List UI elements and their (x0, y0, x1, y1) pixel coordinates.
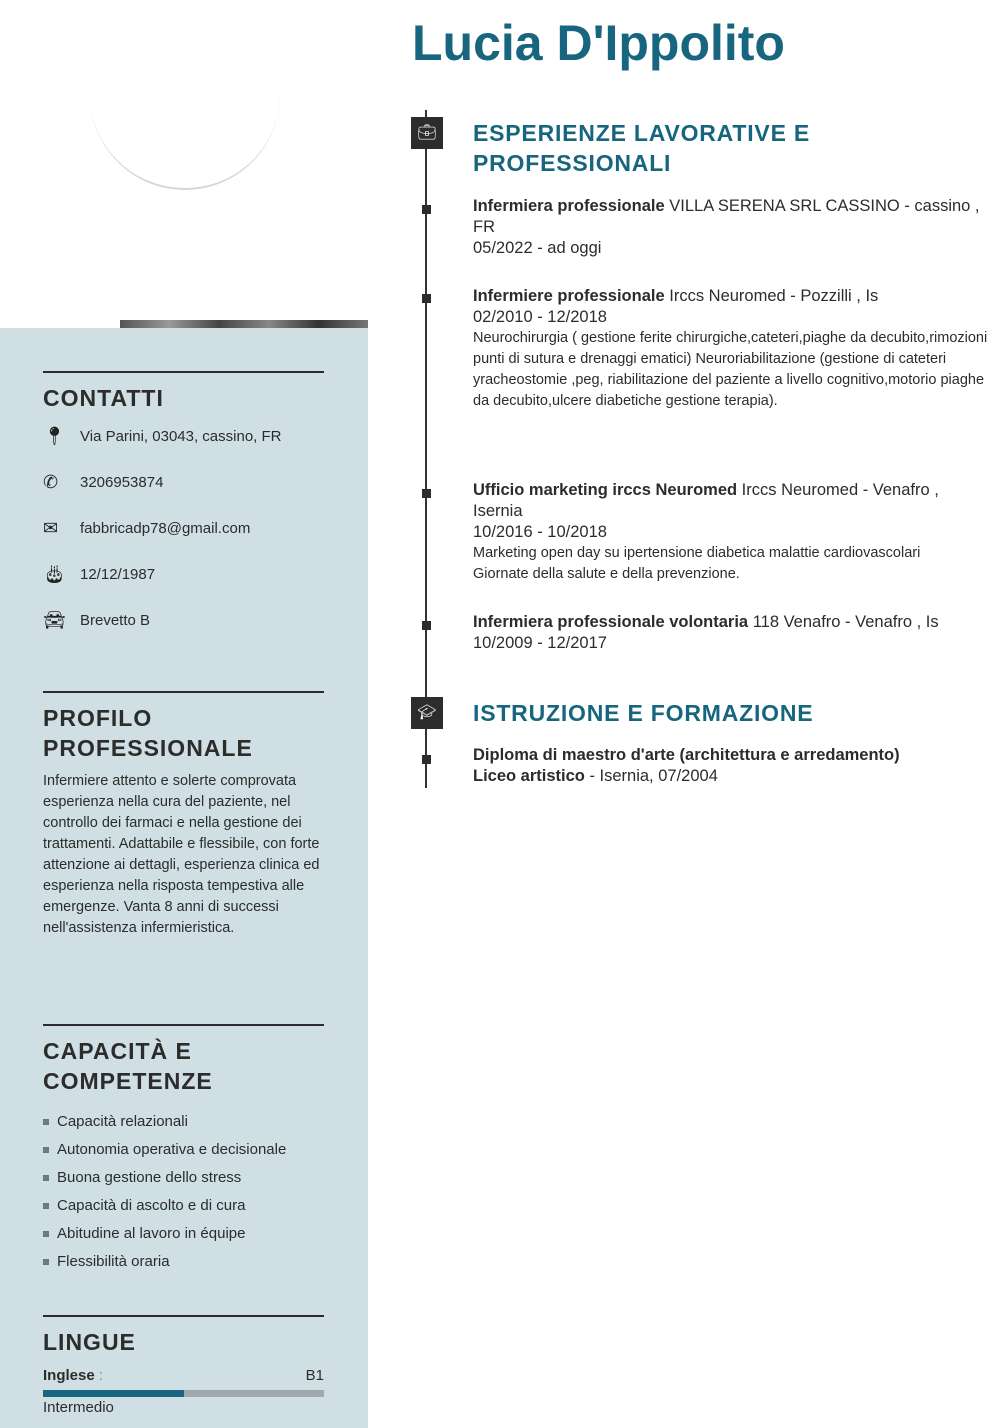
job-entry (473, 480, 963, 585)
language-level: B1 (305, 1367, 324, 1384)
skills-section (43, 1024, 324, 1276)
job-description: Marketing open day su ipertensione diabetica malattie cardiovascolari Giornate della salute e della prevenzione. (473, 545, 921, 582)
job-org: Irccs Neuromed - Venafro , Isernia (473, 481, 939, 520)
location-pin-icon: 📍︎ (43, 425, 66, 446)
job-entry (473, 286, 991, 412)
education-school: Liceo artistico (473, 767, 585, 785)
contact-address (43, 413, 324, 459)
contact-text: Via Parini, 03043, cassino, FR (80, 427, 282, 445)
contact-license (43, 597, 324, 643)
job-role: Infermiera professionale (473, 197, 665, 215)
timeline-dot (422, 621, 431, 630)
envelope-icon: ✉ (43, 517, 59, 538)
profile-text: Infermiere attento e solerte comprovata esperienza nella cura del paziente, nel controllo dei farmaci e nella gestione dei trattamenti. Adattabile e flessibile, con forte attenzione ai dettagli, esperienza clinica ed esperienza nella risposta tempestiva alle emergenze. Vanta 8 anni di successi nell'assistenza infermieristica. (43, 773, 320, 936)
job-dates: 02/2010 - 12/2018 (473, 308, 607, 326)
language-level-bar (43, 1390, 324, 1397)
job-entry (473, 612, 991, 654)
section-title: CAPACITÀ E COMPETENZE (43, 1038, 213, 1094)
profile-section (43, 691, 324, 939)
graduation-cap-icon: 🎓︎ (411, 697, 443, 729)
contact-email[interactable] (43, 505, 324, 551)
skill-item: Capacità relazionali (43, 1108, 324, 1136)
job-dates: 05/2022 - ad oggi (473, 239, 602, 257)
section-title: LINGUE (43, 1329, 136, 1355)
phone-icon: ✆ (43, 471, 59, 492)
email-link[interactable]: fabbricadp78@gmail.com (80, 519, 251, 537)
timeline-dot (422, 294, 431, 303)
experience-title: ESPERIENZE LAVORATIVE E PROFESSIONALI (473, 120, 811, 176)
skill-item: Autonomia operativa e decisionale (43, 1136, 324, 1164)
language-label: Intermedio (43, 1399, 114, 1416)
contact-phone (43, 459, 324, 505)
skill-item: Capacità di ascolto e di cura (43, 1192, 324, 1220)
contact-text: Brevetto B (80, 611, 151, 629)
job-dates: 10/2009 - 12/2017 (473, 634, 607, 652)
car-icon: 🚘︎ (43, 609, 66, 630)
languages-section (43, 1315, 324, 1416)
job-description: Neurochirurgia ( gestione ferite chirurgiche,cateteri,piaghe da decubito,rimozioni punti di sutura e drenaggi ematici) Neuroriabilitazione (gestione di cateteri yracheostomie ,peg, riabilitazione del paziente a livello cognitivo,motorio piaghe da decubito,ulcere diabetiche gestione terapia). (473, 330, 988, 409)
language-row (43, 1367, 324, 1384)
contact-text: 3206953874 (80, 473, 164, 491)
education-place: - Isernia, 07/2004 (584, 767, 718, 785)
birthday-cake-icon: 🎂︎ (43, 563, 66, 584)
sidebar (0, 0, 368, 1428)
job-org: Irccs Neuromed - Pozzilli , Is (669, 287, 879, 305)
job-org: VILLA SERENA SRL CASSINO - cassino , FR (473, 197, 980, 236)
education-title: ISTRUZIONE E FORMAZIONE (473, 700, 814, 726)
job-role: Infermiera professionale volontaria (473, 613, 749, 631)
job-role: Infermiere professionale (473, 287, 665, 305)
timeline-dot (422, 489, 431, 498)
briefcase-icon: 💼︎ (411, 117, 443, 149)
language-name: Inglese (43, 1367, 95, 1384)
contact-birthdate (43, 551, 324, 597)
education-entry (473, 745, 991, 787)
section-title: CONTATTI (43, 385, 164, 411)
section-title: PROFILO PROFESSIONALE (43, 705, 253, 761)
language-level-fill (43, 1390, 184, 1397)
contacts-section (43, 371, 324, 643)
skill-item: Buona gestione dello stress (43, 1164, 324, 1192)
job-role: Ufficio marketing irccs Neuromed (473, 481, 738, 499)
timeline-dot (422, 755, 431, 764)
skill-item: Abitudine al lavoro in équipe (43, 1220, 324, 1248)
job-org: 118 Venafro - Venafro , Is (752, 613, 939, 631)
contact-text: 12/12/1987 (80, 565, 156, 583)
skill-item: Flessibilità oraria (43, 1248, 324, 1276)
profile-photo (0, 0, 368, 328)
candidate-name: Lucia D'Ippolito (412, 15, 785, 71)
job-entry (473, 196, 991, 259)
education-degree: Diploma di maestro d'arte (architettura e arredamento) (473, 746, 900, 764)
timeline-dot (422, 205, 431, 214)
job-dates: 10/2016 - 10/2018 (473, 523, 607, 541)
language-separator: : (98, 1367, 104, 1384)
